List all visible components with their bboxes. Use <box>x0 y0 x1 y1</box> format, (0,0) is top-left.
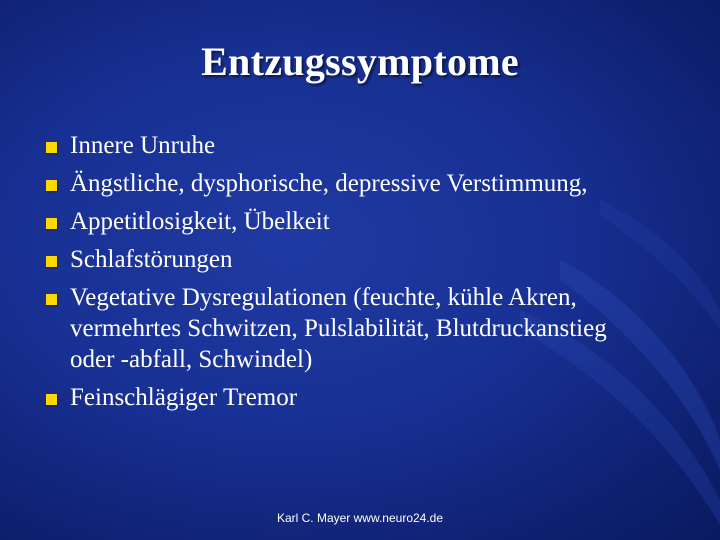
square-bullet-icon <box>46 180 57 191</box>
square-bullet-icon <box>46 218 57 229</box>
bullet-item-5 <box>46 282 646 375</box>
bullet-item-6 <box>46 382 646 413</box>
bullet-text: Vegetative Dysregulationen (feuchte, kühle Akren, vermehrtes Schwitzen, Pulslabilität, Blutdruckanstieg oder -abfall, Schwindel) <box>70 284 607 373</box>
bullet-item-4 <box>46 244 646 275</box>
square-bullet-icon <box>46 294 57 305</box>
bullet-item-3 <box>46 206 646 237</box>
bullet-text: Ängstliche, dysphorische, depressive Verstimmung, <box>70 170 588 197</box>
slide-title: Entzugssymptome <box>201 39 519 84</box>
bullet-text: Appetitlosigkeit, Übelkeit <box>70 208 330 235</box>
bullet-text: Innere Unruhe <box>70 132 216 159</box>
square-bullet-icon <box>46 256 57 267</box>
bullet-item-1 <box>46 130 646 161</box>
bullet-text: Feinschlägiger Tremor <box>70 384 298 411</box>
bullet-item-2 <box>46 168 646 199</box>
square-bullet-icon <box>46 142 57 153</box>
square-bullet-icon <box>46 394 57 405</box>
bullet-text: Schlafstörungen <box>70 246 233 273</box>
slide-footer: Karl C. Mayer www.neuro24.de <box>276 511 444 525</box>
bullet-list <box>46 130 646 420</box>
